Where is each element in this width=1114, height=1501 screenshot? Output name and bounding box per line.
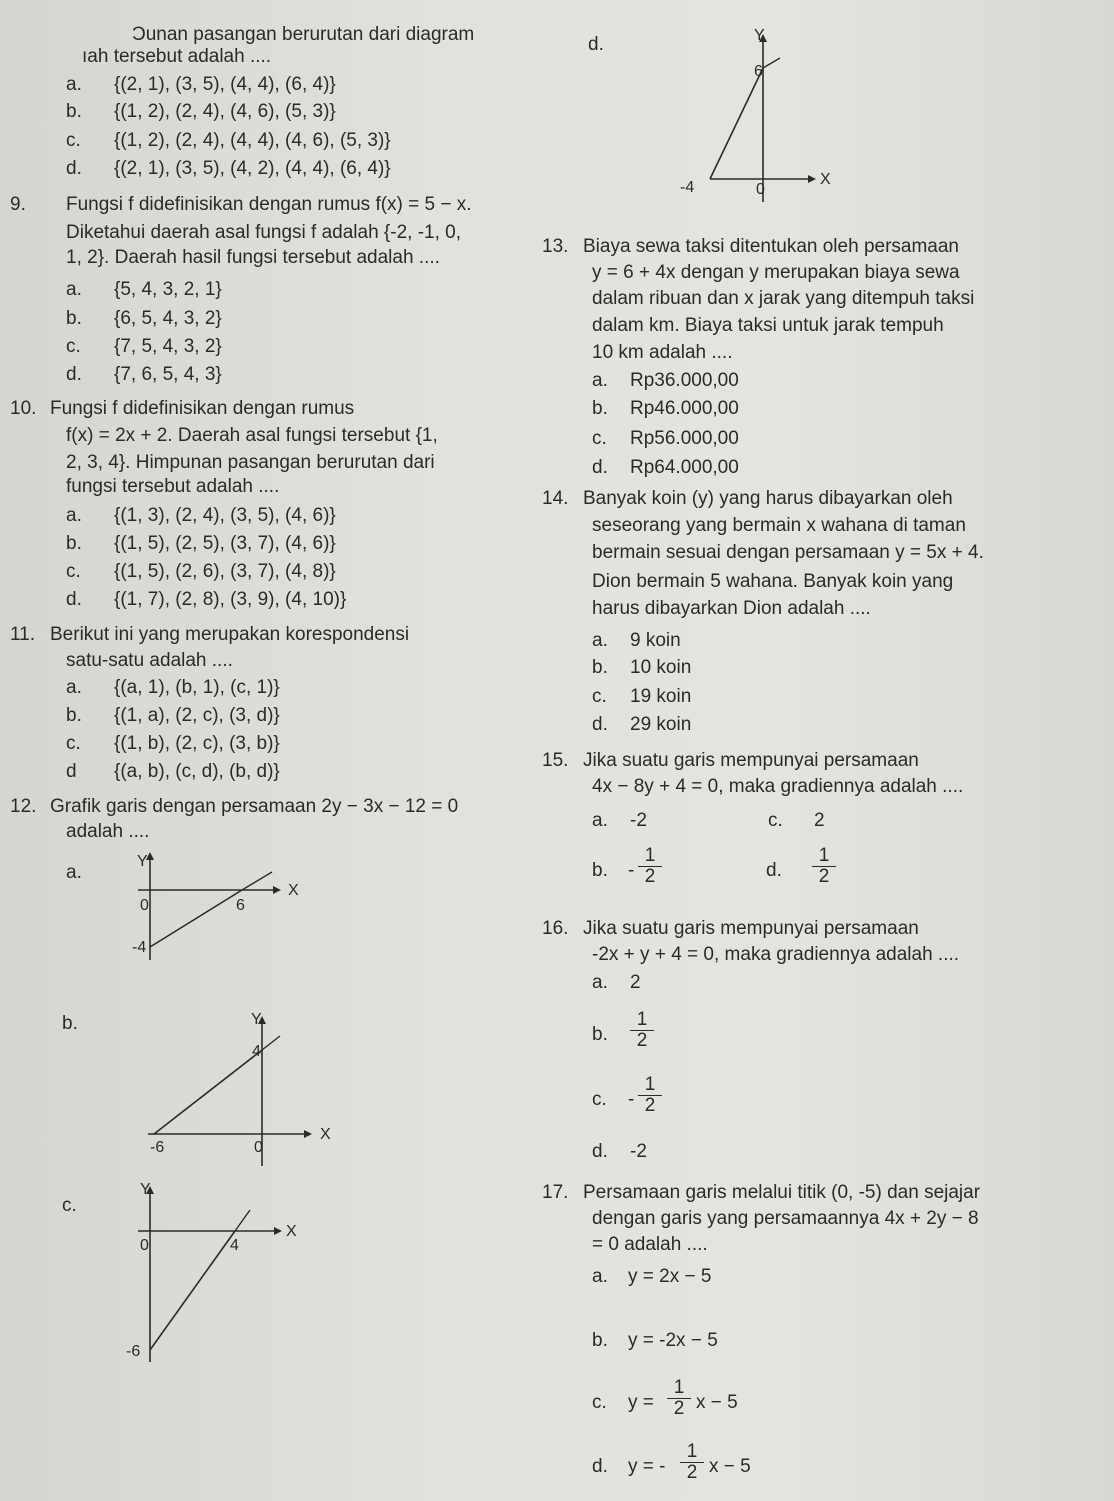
q12-graph-b-x-arrow <box>304 1130 312 1138</box>
q12-graph-a-y-label: Y <box>137 853 148 870</box>
q14-number: 14. <box>542 488 569 509</box>
q12-graph-c-line-ext <box>235 1210 250 1231</box>
q9-option-c-label: c. <box>66 336 81 357</box>
q8-option-d: {(2, 1), (3, 5), (4, 2), (4, 4), (6, 4)} <box>114 158 391 179</box>
q12-graph-b-y-label: Y <box>251 1011 262 1028</box>
q12-graph-c <box>100 1178 330 1368</box>
q11-option-d: {(a, b), (c, d), (b, d)} <box>114 761 280 782</box>
q12-graph-d <box>670 27 840 205</box>
q12-graph-d-line-ext <box>763 58 780 68</box>
q15-option-c: 2 <box>814 810 825 831</box>
q12-graph-a-line-ext <box>242 872 272 890</box>
q13-line1: Biaya sewa taksi ditentukan oleh persamaan <box>583 236 960 257</box>
q12-graph-c-y-label: Y <box>140 1181 151 1198</box>
q10-option-b-label: b. <box>66 533 82 554</box>
q15-option-d-fraction <box>812 846 836 887</box>
q12-graph-d-line <box>710 68 763 179</box>
q17-option-b-label: b. <box>592 1330 608 1351</box>
q9-line1: Fungsi f didefinisikan dengan rumus f(x) = 5 − x. <box>66 194 472 215</box>
q11-number: 11. <box>10 624 36 645</box>
q12-graph-d-yint: 6 <box>754 63 763 80</box>
q8-stem-line1: Ɔunan pasangan berurutan dari diagram <box>132 24 475 45</box>
q14-option-d-label: d. <box>592 714 608 735</box>
q12-graph-c-line <box>150 1231 235 1350</box>
q9-option-d: {7, 6, 5, 4, 3} <box>114 364 222 385</box>
q13-option-a: Rp36.000,00 <box>630 370 739 391</box>
q14-option-c: 19 koin <box>630 686 692 707</box>
q13-line2: y = 6 + 4x dengan y merupakan biaya sewa <box>592 262 960 283</box>
q12-graph-b-line <box>154 1050 262 1134</box>
q11-option-a-label: a. <box>66 677 82 698</box>
q11-option-d-label: d <box>66 761 77 782</box>
q10-line3: 2, 3, 4}. Himpunan pasangan berurutan dari <box>66 452 435 473</box>
q16-option-b-label: b. <box>592 1024 608 1045</box>
q9-option-b-label: b. <box>66 308 82 329</box>
q12-option-a-label: a. <box>66 862 82 883</box>
q12-graph-b-origin: 0 <box>254 1139 263 1156</box>
q11-option-c: {(1, b), (2, c), (3, b)} <box>114 733 280 754</box>
q16-option-c-fraction <box>638 1075 662 1116</box>
q12-graph-c-x-arrow <box>274 1227 282 1235</box>
q8-option-b: {(1, 2), (2, 4), (4, 6), (5, 3)} <box>114 101 336 122</box>
q16-option-d: -2 <box>630 1141 647 1162</box>
q12-graph-d-x-arrow <box>808 175 816 183</box>
q15-option-b-fraction <box>638 846 662 887</box>
q13-option-c-label: c. <box>592 428 607 449</box>
q11-option-c-label: c. <box>66 733 81 754</box>
q16-option-b-fraction <box>630 1010 654 1051</box>
q15-option-d-label: d. <box>766 860 782 881</box>
q12-graph-a-yint: -4 <box>132 939 147 956</box>
q12-number: 12. <box>10 796 37 817</box>
q8-option-c: {(1, 2), (2, 4), (4, 4), (4, 6), (5, 3)} <box>114 130 391 151</box>
q15-option-b-label: b. <box>592 860 608 881</box>
q17-option-d-suffix: x − 5 <box>709 1456 751 1477</box>
q16-option-c-denominator: 2 <box>644 1095 656 1116</box>
q12-graph-d-y-label: Y <box>754 27 765 44</box>
q16-line1: Jika suatu garis mempunyai persamaan <box>583 918 919 939</box>
q9-option-b: {6, 5, 4, 3, 2} <box>114 308 222 329</box>
q12-graph-a-x-arrow <box>273 886 281 894</box>
q16-number: 16. <box>542 918 569 939</box>
q16-option-a-label: a. <box>592 972 608 993</box>
q12-graph-a-line <box>150 890 242 947</box>
q12-graph-b-line-ext <box>262 1036 280 1050</box>
q17-option-c-denominator: 2 <box>673 1398 685 1419</box>
q12-graph-d-x-label: X <box>820 171 831 188</box>
q10-line1: Fungsi f didefinisikan dengan rumus <box>50 398 355 419</box>
q12-graph-d-origin: 0 <box>756 181 765 198</box>
q14-option-d: 29 koin <box>630 714 692 735</box>
q12-line1: Grafik garis dengan persamaan 2y − 3x − 12 = 0 <box>50 796 459 817</box>
q17-option-d-fraction <box>680 1442 704 1483</box>
q11-option-a: {(a, 1), (b, 1), (c, 1)} <box>114 677 280 698</box>
q17-line3: = 0 adalah .... <box>592 1234 708 1255</box>
q10-option-a: {(1, 3), (2, 4), (3, 5), (4, 6)} <box>114 505 336 526</box>
q17-option-d-numerator: 1 <box>680 1442 704 1463</box>
q12-graph-a-xint: 6 <box>236 897 245 914</box>
q15-option-d-numerator: 1 <box>812 846 836 867</box>
q10-line4: fungsi tersebut adalah .... <box>66 476 280 497</box>
q16-option-b-numerator: 1 <box>630 1010 654 1031</box>
q8-option-a-label: a. <box>66 74 82 95</box>
q8-option-b-label: b. <box>66 101 82 122</box>
q17-option-c-prefix: y = <box>628 1392 654 1413</box>
q13-number: 13. <box>542 236 569 257</box>
q17-option-d-denominator: 2 <box>686 1462 698 1483</box>
q14-option-a: 9 koin <box>630 630 681 651</box>
q9-option-a: {5, 4, 3, 2, 1} <box>114 279 222 300</box>
q12-graph-d-xint: -4 <box>680 179 695 196</box>
q14-line5: harus dibayarkan Dion adalah .... <box>592 598 871 619</box>
q9-option-c: {7, 5, 4, 3, 2} <box>114 336 222 357</box>
q10-option-a-label: a. <box>66 505 82 526</box>
q9-option-a-label: a. <box>66 279 82 300</box>
q14-line4: Dion bermain 5 wahana. Banyak koin yang <box>592 571 954 592</box>
q10-line2: f(x) = 2x + 2. Daerah asal fungsi tersebut {1, <box>66 425 438 446</box>
q15-line1: Jika suatu garis mempunyai persamaan <box>583 750 919 771</box>
q12-option-c-label: c. <box>62 1195 77 1216</box>
q13-option-a-label: a. <box>592 370 608 391</box>
q17-option-c-label: c. <box>592 1392 607 1413</box>
q17-line2: dengan garis yang persamaannya 4x + 2y − 8 <box>592 1208 979 1229</box>
q8-option-d-label: d. <box>66 158 82 179</box>
q12-graph-a-origin: 0 <box>140 897 149 914</box>
q13-option-b-label: b. <box>592 398 608 419</box>
q14-option-c-label: c. <box>592 686 607 707</box>
q14-option-b-label: b. <box>592 657 608 678</box>
q9-number: 9. <box>10 194 26 215</box>
q10-option-c: {(1, 5), (2, 6), (3, 7), (4, 8)} <box>114 561 336 582</box>
q14-line2: seseorang yang bermain x wahana di taman <box>592 515 966 536</box>
q12-graph-c-x-label: X <box>286 1223 297 1240</box>
q16-line2: -2x + y + 4 = 0, maka gradiennya adalah .... <box>592 944 960 965</box>
q14-line1: Banyak koin (y) yang harus dibayarkan oleh <box>583 488 953 509</box>
q12-option-d-label: d. <box>588 34 604 55</box>
q10-option-d-label: d. <box>66 589 82 610</box>
q15-option-a-label: a. <box>592 810 608 831</box>
q12-graph-a-x-label: X <box>288 882 299 899</box>
q13-line5: 10 km adalah .... <box>592 342 733 363</box>
q17-option-a: y = 2x − 5 <box>628 1266 712 1287</box>
q12-graph-c-yint: -6 <box>126 1343 141 1360</box>
q17-line1: Persamaan garis melalui titik (0, -5) dan sejajar <box>583 1182 981 1203</box>
q11-option-b: {(1, a), (2, c), (3, d)} <box>114 705 280 726</box>
q13-option-d-label: d. <box>592 457 608 478</box>
q15-option-d-denominator: 2 <box>818 866 830 887</box>
q16-option-c-sign: - <box>628 1089 635 1110</box>
q12-graph-b <box>130 1008 350 1178</box>
q12-line2: adalah .... <box>66 821 150 842</box>
q15-option-b-numerator: 1 <box>638 846 662 867</box>
q12-graph-b-x-label: X <box>320 1126 331 1143</box>
q12-graph-b-yint: 4 <box>252 1043 261 1060</box>
q9-line3: 1, 2}. Daerah hasil fungsi tersebut adalah .... <box>66 247 440 268</box>
q16-option-c-numerator: 1 <box>638 1075 662 1096</box>
q16-option-b-denominator: 2 <box>636 1030 648 1051</box>
q17-option-a-label: a. <box>592 1266 608 1287</box>
q14-option-a-label: a. <box>592 630 608 651</box>
q13-option-b: Rp46.000,00 <box>630 398 739 419</box>
q12-graph-c-origin: 0 <box>140 1237 149 1254</box>
q11-option-b-label: b. <box>66 705 82 726</box>
q14-line3: bermain sesuai dengan persamaan y = 5x + 4. <box>592 542 984 563</box>
q15-number: 15. <box>542 750 569 771</box>
q17-option-c-suffix: x − 5 <box>696 1392 738 1413</box>
q16-option-d-label: d. <box>592 1141 608 1162</box>
q14-option-b: 10 koin <box>630 657 692 678</box>
q12-option-b-label: b. <box>62 1013 78 1034</box>
q17-option-c-fraction <box>667 1378 691 1419</box>
q12-graph-b-xint: -6 <box>150 1139 165 1156</box>
q17-option-d-prefix: y = - <box>628 1456 666 1477</box>
q17-option-d-label: d. <box>592 1456 608 1477</box>
q13-line3: dalam ribuan dan x jarak yang ditempuh taksi <box>592 288 975 309</box>
q10-number: 10. <box>10 398 37 419</box>
q17-option-b: y = -2x − 5 <box>628 1330 718 1351</box>
q16-option-a: 2 <box>630 972 641 993</box>
q8-option-c-label: c. <box>66 130 81 151</box>
q10-option-b: {(1, 5), (2, 5), (3, 7), (4, 6)} <box>114 533 336 554</box>
q15-option-c-label: c. <box>768 810 783 831</box>
q11-line1: Berikut ini yang merupakan korespondensi <box>50 624 410 645</box>
q10-option-d: {(1, 7), (2, 8), (3, 9), (4, 10)} <box>114 589 347 610</box>
q17-number: 17. <box>542 1182 569 1203</box>
q8-stem-line2: ıah tersebut adalah .... <box>82 46 272 67</box>
q13-option-d: Rp64.000,00 <box>630 457 739 478</box>
q17-option-c-numerator: 1 <box>667 1378 691 1399</box>
q9-option-d-label: d. <box>66 364 82 385</box>
q10-option-c-label: c. <box>66 561 81 582</box>
q11-line2: satu-satu adalah .... <box>66 650 233 671</box>
q15-line2: 4x − 8y + 4 = 0, maka gradiennya adalah .... <box>592 776 964 797</box>
q16-option-c-label: c. <box>592 1089 607 1110</box>
q15-option-a: -2 <box>630 810 647 831</box>
q9-line2: Diketahui daerah asal fungsi f adalah {-2, -1, 0, <box>66 222 462 243</box>
q12-graph-a <box>110 850 310 970</box>
q12-graph-c-xint: 4 <box>230 1237 239 1254</box>
q8-option-a: {(2, 1), (3, 5), (4, 4), (6, 4)} <box>114 74 336 95</box>
q13-line4: dalam km. Biaya taksi untuk jarak tempuh <box>592 315 944 336</box>
q13-option-c: Rp56.000,00 <box>630 428 739 449</box>
q15-option-b-sign: - <box>628 860 635 881</box>
q15-option-b-denominator: 2 <box>644 866 656 887</box>
